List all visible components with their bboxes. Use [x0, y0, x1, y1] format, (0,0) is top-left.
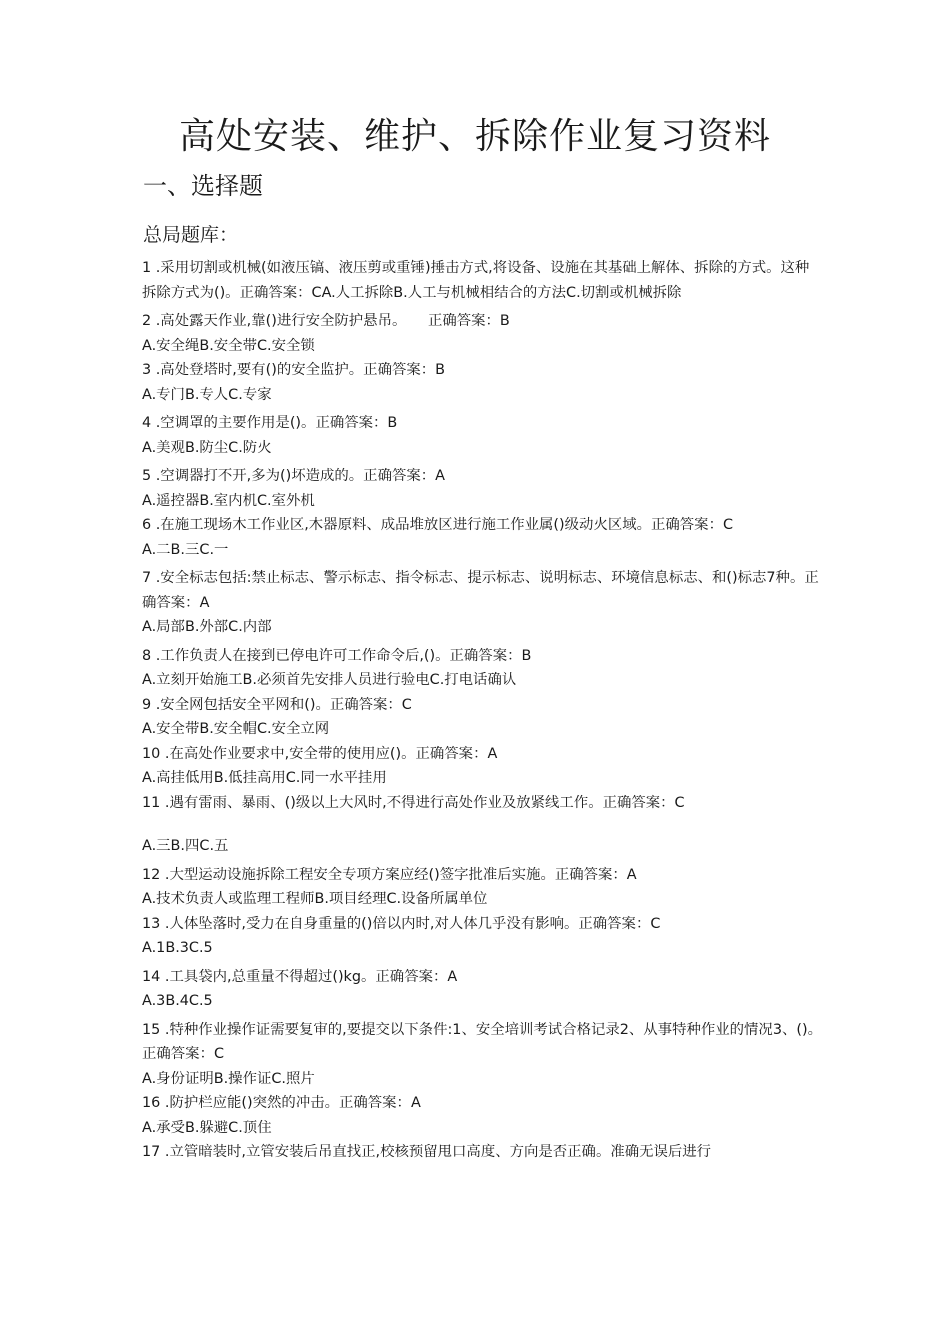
- question-item: [142, 791, 822, 859]
- question-text: 4 .空调罩的主要作用是()。正确答案：B: [142, 415, 398, 431]
- question-text: 15 .特种作业操作证需要复审的,要提交以下条件:1、安全培训考试合格记录2、从事特种作业的情况3、()。正确答案：C: [142, 1021, 822, 1062]
- question-item: [142, 566, 822, 640]
- question-item: [142, 256, 822, 305]
- section-heading: 一、选择题: [143, 172, 263, 200]
- question-text: 11 .遇有雷雨、暴雨、()级以上大风时,不得进行高处作业及放紧线工作。正确答案：C: [142, 794, 685, 811]
- question-options: A.局部B.外部C.内部: [142, 619, 272, 635]
- question-text: 5 .空调器打不开,多为()坏造成的。正确答案：A: [142, 468, 445, 484]
- question-options: A.3B.4C.5: [142, 993, 213, 1009]
- question-options: A.二B.三C.一: [142, 541, 229, 558]
- question-list: [142, 256, 822, 1165]
- question-item: [142, 513, 822, 562]
- question-options: A.技术负责人或监理工程师B.项目经理C.设备所属单位: [142, 891, 488, 907]
- question-item: [142, 1018, 822, 1092]
- question-options: A.遥控器B.室内机C.室外机: [142, 492, 315, 509]
- question-text: 1 .采用切割或机械(如液压镐、液压剪或重锤)捶击方式,将设备、设施在其基础上解体、拆除的方式。这种拆除方式为()。正确答案：CA.人工拆除B.人工与机械相结合的方法C.切割或机械拆除: [142, 260, 810, 301]
- question-item: [142, 1091, 822, 1140]
- question-text: 14 .工具袋内,总重量不得超过()kg。正确答案：A: [142, 968, 458, 985]
- question-item: [142, 358, 822, 407]
- question-text: 17 .立管暗装时,立管安装后吊直找正,校核预留甩口高度、方向是否正确。准确无误后进行: [142, 1144, 712, 1160]
- question-options: A.专门B.专人C.专家: [142, 386, 272, 403]
- question-text: 2 .高处露天作业,靠()进行安全防护悬吊。 正确答案：B: [142, 313, 510, 329]
- question-item: [142, 965, 822, 1014]
- question-options: A.身份证明B.操作证C.照片: [142, 1070, 315, 1087]
- question-text: 3 .高处登塔时,要有()的安全监护。正确答案：B: [142, 362, 446, 378]
- question-text: 7 .安全标志包括:禁止标志、警示标志、指令标志、提示标志、说明标志、环境信息标志、和()标志7种。正确答案：A: [142, 570, 819, 611]
- question-text: 9 .安全网包括安全平网和()。正确答案：C: [142, 696, 412, 713]
- question-item: [142, 693, 822, 742]
- question-item: [142, 411, 822, 460]
- question-text: 13 .人体坠落时,受力在自身重量的()倍以内时,对人体几乎没有影响。正确答案：C: [142, 915, 661, 932]
- question-item: [142, 644, 822, 693]
- question-options: A.安全带B.安全帽C.安全立网: [142, 721, 330, 737]
- question-item: [142, 1140, 822, 1165]
- question-text: 12 .大型运动设施拆除工程安全专项方案应经()签字批准后实施。正确答案：A: [142, 866, 637, 883]
- question-item: [142, 464, 822, 513]
- question-text: 16 .防护栏应能()突然的冲击。正确答案：A: [142, 1095, 421, 1111]
- question-options: A.美观B.防尘C.防火: [142, 439, 272, 456]
- question-options: A.承受B.躲避C.顶住: [142, 1119, 272, 1136]
- question-options: A.三B.四C.五: [142, 838, 229, 854]
- question-options: A.高挂低用B.低挂高用C.同一水平挂用: [142, 770, 387, 786]
- question-item: [142, 309, 822, 358]
- question-options: A.立刻开始施工B.必须首先安排人员进行验电C.打电话确认: [142, 672, 517, 688]
- question-options: A.1B.3C.5: [142, 940, 213, 956]
- question-item: [142, 863, 822, 912]
- question-item: [142, 912, 822, 961]
- document-title: 高处安装、维护、拆除作业复习资料: [178, 116, 771, 157]
- question-text: 6 .在施工现场木工作业区,木器原料、成品堆放区进行施工作业属()级动火区域。正确答案：C: [142, 517, 734, 533]
- question-text: 10 .在高处作业要求中,安全带的使用应()。正确答案：A: [142, 745, 498, 762]
- question-text: 8 .工作负责人在接到已停电许可工作命令后,()。正确答案：B: [142, 647, 532, 664]
- question-options: A.安全绳B.安全带C.安全锁: [142, 337, 315, 354]
- subsection-heading: 总局题库：: [143, 224, 239, 246]
- question-item: [142, 742, 822, 791]
